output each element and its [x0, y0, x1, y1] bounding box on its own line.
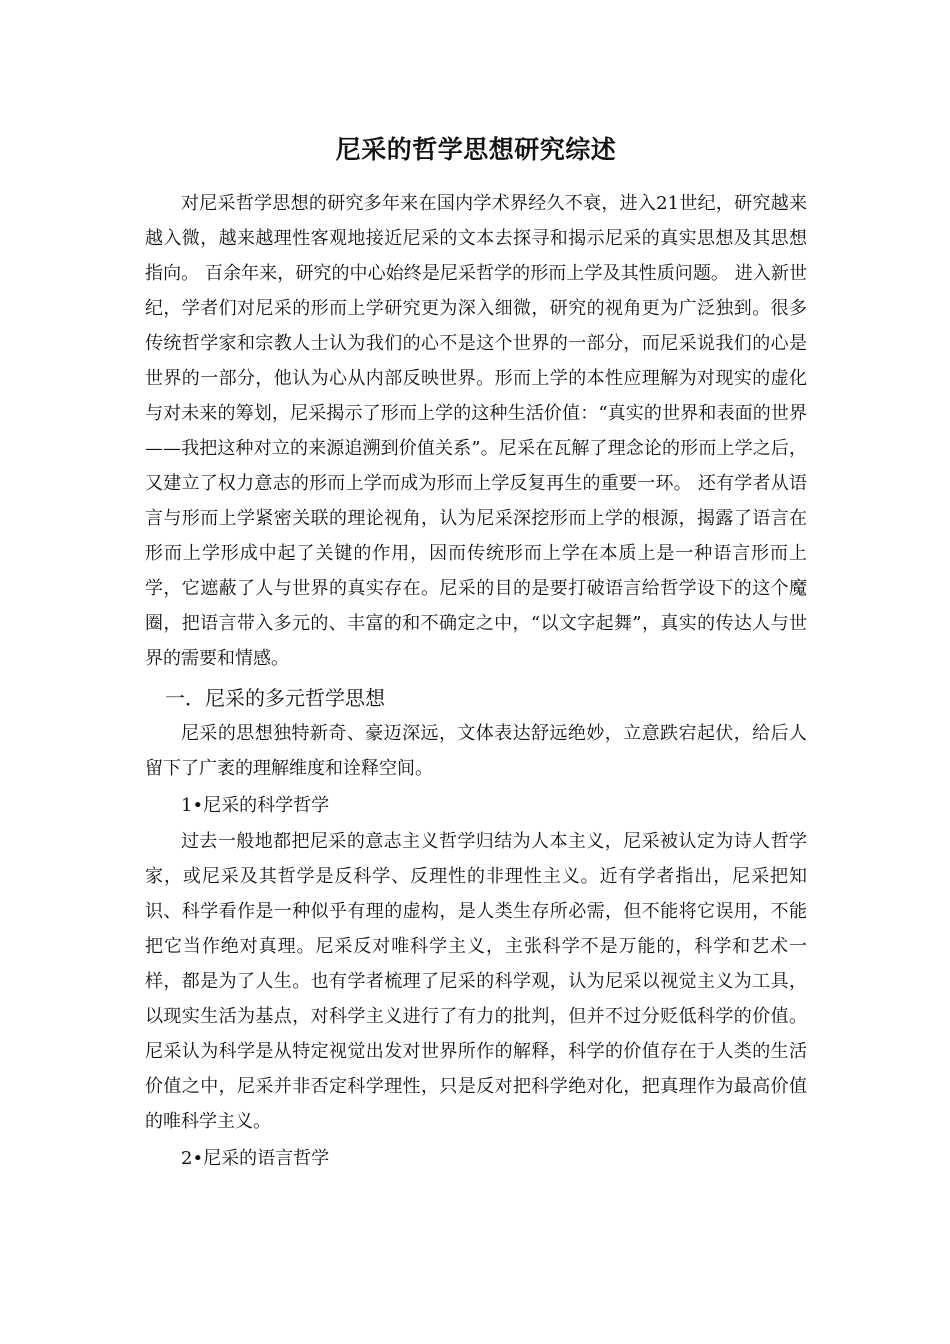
- subsection-heading-1: 1•尼采的科学哲学: [181, 795, 330, 816]
- subsection-heading-2: 2•尼采的语言哲学: [181, 1148, 330, 1169]
- intro-paragraph: 对尼采哲学思想的研究多年来在国内学术界经久不衰，进入21世纪，研究越来越入微，越来越理性客观地接近尼采的文本去探寻和揭示尼采的真实思想及其思想指向。 百余年来，研究的中心始终是尼采哲学的形而上学及其性质问题。 进入新世纪，学者们对尼采的形而上学研究更为深入细微，研究的视角更为广泛独到。很多传统哲学家和宗教人士认为我们的心不是这个世界的一部分，而尼采说我们的心是世界的一部分，他认为心从内部反映世界。形而上学的本性应理解为对现实的虚化与对未来的筹划，尼采揭示了形而上学的这种生活价值：“真实的世界和表面的世界——我把这种对立的来源追溯到价值关系”。尼采在瓦解了理念论的形而上学之后，又建立了权力意志的形而上学而成为形而上学反复再生的重要一环。 还有学者从语言与形而上学紧密关联的理论视角，认为尼采深挖形而上学的根源，揭露了语言在形而上学形成中起了关键的作用，因而传统形而上学在本质上是一种语言形而上学，它遮蔽了人与世界的真实存在。尼采的目的是要打破语言给哲学设下的这个魔圈，把语言带入多元的、丰富的和不确定之中，“以文字起舞”，真实的传达人与世界的需要和情感。: [145, 193, 807, 669]
- document-page: [145, 128, 807, 1177]
- section-heading-1: 一．尼采的多元哲学思想: [165, 686, 385, 710]
- subsection-1-paragraph: 过去一般地都把尼采的意志主义哲学归结为人本主义，尼采被认定为诗人哲学家，或尼采及其哲学是反科学、反理性的非理性主义。近有学者指出，尼采把知识、科学看作是一种似乎有理的虚构，是人类生存所必需，但不能将它误用，不能把它当作绝对真理。尼采反对唯科学主义，主张科学不是万能的，科学和艺术一样，都是为了人生。也有学者梳理了尼采的科学观，认为尼采以视觉主义为工具，以现实生活为基点，对科学主义进行了有力的批判，但并不过分贬低科学的价值。尼采认为科学是从特定视觉出发对世界所作的解释，科学的价值存在于人类的生活价值之中，尼采并非否定科学理性，只是反对把科学绝对化，把真理作为最高价值的唯科学主义。: [145, 831, 807, 1132]
- section-1-intro-paragraph: 尼采的思想独特新奇、豪迈深远，文体表达舒远绝妙，立意跌宕起伏，给后人留下了广袤的理解维度和诠释空间。: [145, 723, 807, 779]
- document-title: 尼采的哲学思想研究综述: [335, 135, 617, 164]
